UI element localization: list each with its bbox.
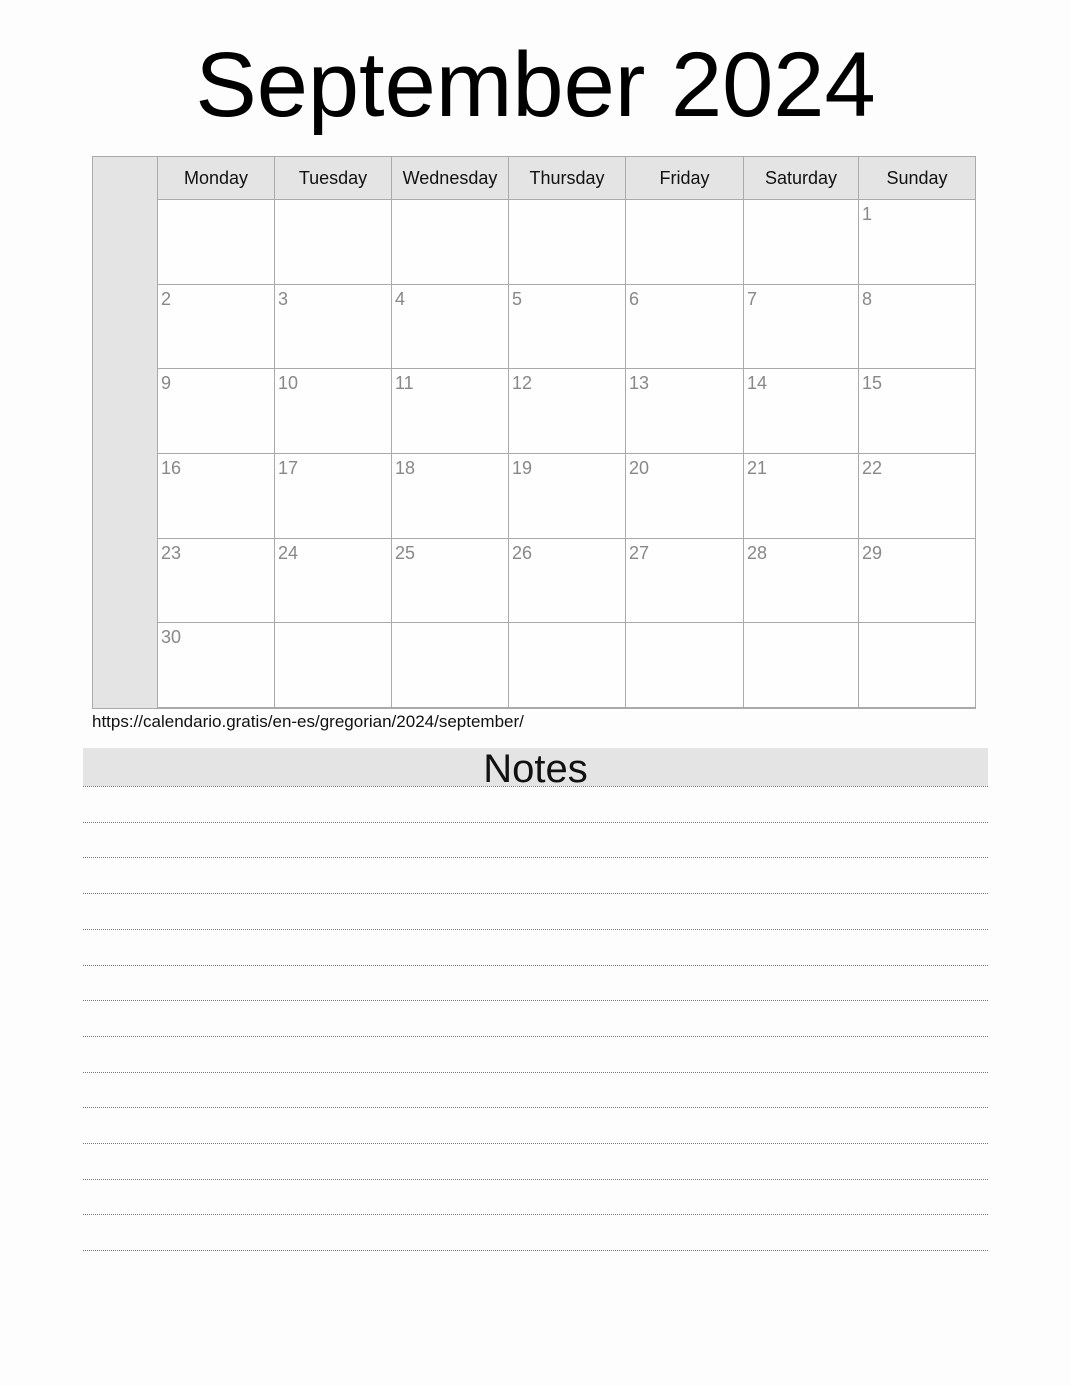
weekday-header: Friday [626,157,744,200]
note-line [83,1250,988,1251]
weekday-header: Wednesday [392,157,509,200]
day-cell[interactable] [744,285,859,370]
day-cell[interactable] [744,369,859,454]
day-number: 3 [278,288,289,309]
day-number: 28 [747,542,768,563]
note-line [83,1179,988,1180]
day-number: 6 [629,288,640,309]
day-number: 7 [747,288,758,309]
day-cell[interactable] [626,539,744,624]
day-number: 1 [862,204,873,224]
day-cell[interactable] [744,539,859,624]
day-number: 23 [161,542,182,563]
note-line [83,822,988,823]
day-number: 15 [862,373,883,394]
day-cell[interactable] [275,369,392,454]
day-cell[interactable] [275,623,392,708]
day-cell[interactable] [859,369,975,454]
day-cell[interactable] [275,285,392,370]
day-number: 13 [629,373,650,394]
week-sidebar [93,157,158,708]
note-line [83,893,988,894]
calendar-body [158,157,975,708]
note-line [83,965,988,966]
day-number: 18 [395,457,416,478]
day-cell[interactable] [392,539,509,624]
day-number: 26 [512,542,533,563]
day-number: 25 [395,542,416,563]
page-title: September 2024 [195,34,876,136]
day-number: 2 [161,288,172,309]
weekday-header: Saturday [744,157,859,200]
day-number: 24 [278,542,299,563]
day-number: 4 [395,288,406,309]
day-cell[interactable] [626,369,744,454]
day-cell[interactable] [275,539,392,624]
day-cell[interactable] [626,454,744,539]
note-line [83,929,988,930]
day-cell[interactable] [626,200,744,285]
day-cell[interactable] [509,200,626,285]
day-cell[interactable] [158,285,275,370]
day-number: 16 [161,457,182,478]
day-cell[interactable] [509,369,626,454]
weekday-header: Sunday [859,157,975,200]
day-cell[interactable] [626,623,744,708]
day-cell[interactable] [509,285,626,370]
day-number: 20 [629,457,650,478]
day-cell[interactable] [392,200,509,285]
day-cell[interactable] [859,200,975,285]
day-cell[interactable] [859,454,975,539]
day-number: 22 [862,457,883,478]
day-number: 11 [395,373,414,394]
day-number: 9 [161,373,172,394]
day-cell[interactable] [859,623,975,708]
calendar-grid [92,156,976,709]
day-cell[interactable] [626,285,744,370]
weekday-header: Tuesday [275,157,392,200]
day-cell[interactable] [158,369,275,454]
day-number: 12 [512,373,533,394]
note-line [83,1000,988,1001]
weekday-header: Thursday [509,157,626,200]
day-number: 21 [747,457,768,478]
day-cell[interactable] [275,454,392,539]
day-cell[interactable] [158,454,275,539]
day-cell[interactable] [158,200,275,285]
day-number: 27 [629,542,650,563]
day-number: 5 [512,288,523,309]
day-cell[interactable] [158,539,275,624]
day-number: 30 [161,627,182,648]
source-url[interactable]: https://calendario.gratis/en-es/gregorian/2024/september/ [92,712,524,731]
day-number: 19 [512,457,533,478]
day-cell[interactable] [509,454,626,539]
day-cell[interactable] [744,200,859,285]
note-line [83,1214,988,1215]
day-number: 10 [278,373,299,394]
day-number: 14 [747,373,768,394]
note-line [83,1072,988,1073]
day-number: 29 [862,542,883,563]
weekday-header: Monday [158,157,275,200]
day-cell[interactable] [392,454,509,539]
note-line [83,1143,988,1144]
note-line [83,1107,988,1108]
day-cell[interactable] [509,539,626,624]
day-number: 8 [862,288,873,309]
note-line [83,857,988,858]
note-line [83,786,988,787]
note-line [83,1036,988,1037]
notes-header: Notes [83,748,988,786]
day-cell[interactable] [859,285,975,370]
day-cell[interactable] [744,454,859,539]
day-number: 17 [278,457,299,478]
day-cell[interactable] [509,623,626,708]
day-cell[interactable] [275,200,392,285]
day-cell[interactable] [859,539,975,624]
day-cell[interactable] [158,623,275,708]
day-cell[interactable] [744,623,859,708]
day-cell[interactable] [392,369,509,454]
day-cell[interactable] [392,623,509,708]
day-cell[interactable] [392,285,509,370]
